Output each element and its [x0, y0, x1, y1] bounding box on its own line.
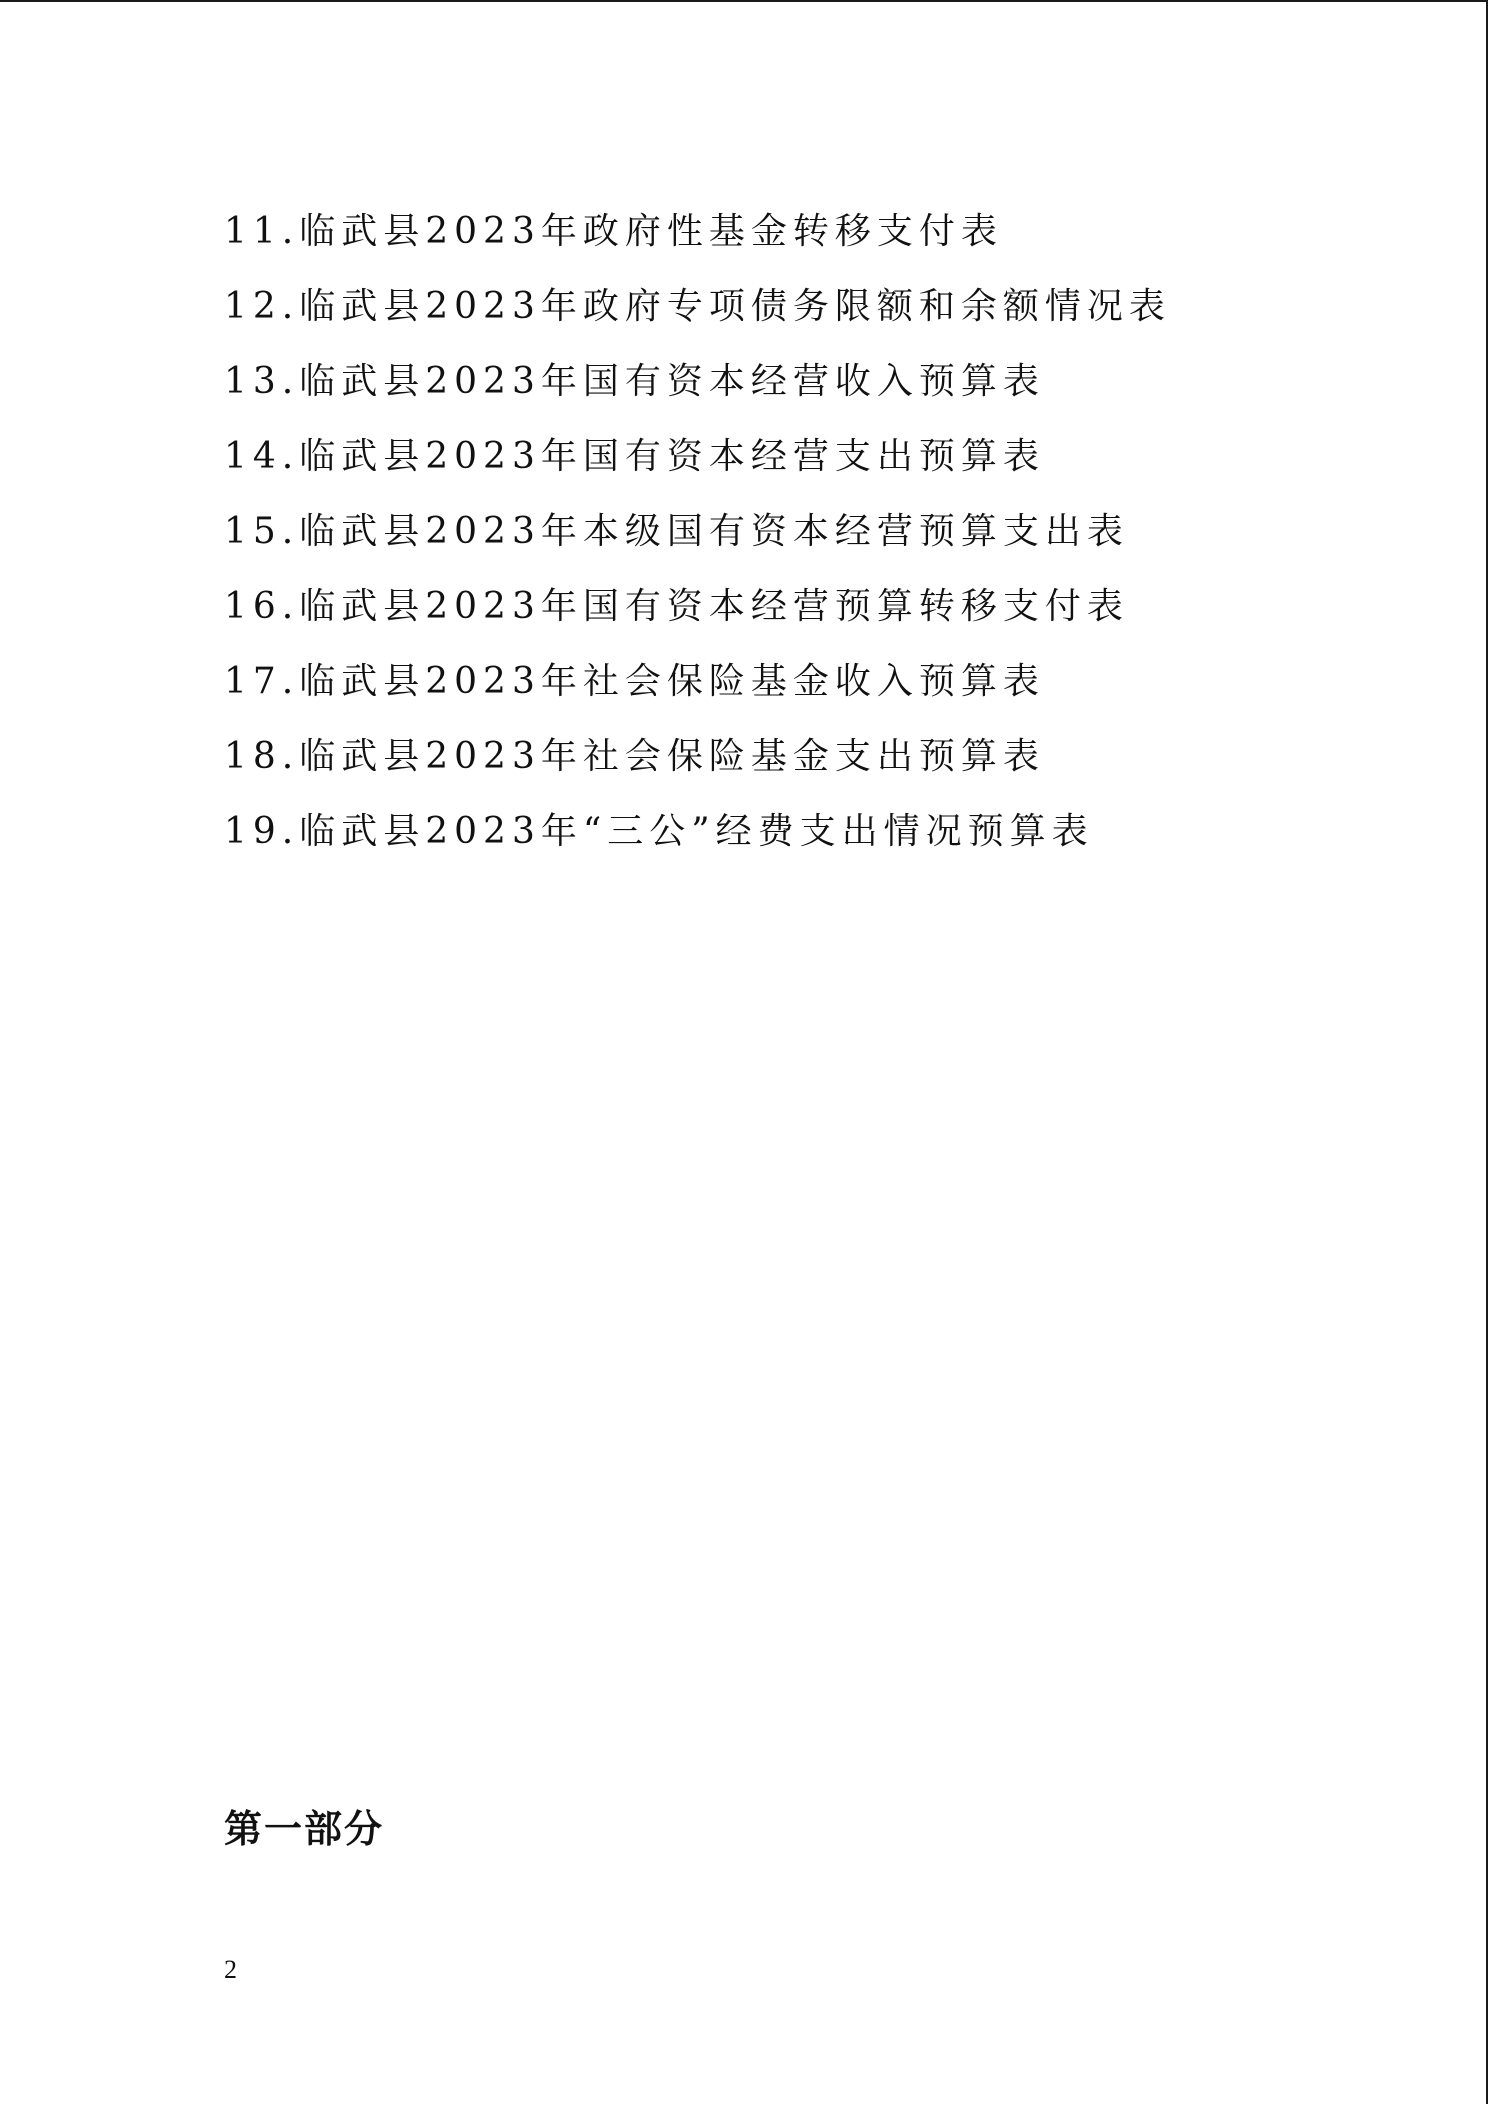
page-top-border	[0, 0, 1488, 2]
toc-item-19: 19.临武县2023年“三公”经费支出情况预算表	[224, 811, 1094, 852]
toc-item-17: 17.临武县2023年社会保险基金收入预算表	[224, 661, 1045, 702]
toc-item-16: 16.临武县2023年国有资本经营预算转移支付表	[224, 586, 1129, 627]
toc-item-18: 18.临武县2023年社会保险基金支出预算表	[224, 736, 1045, 777]
table-of-contents	[224, 194, 1171, 869]
toc-item-13: 13.临武县2023年国有资本经营收入预算表	[224, 361, 1045, 402]
toc-item-14: 14.临武县2023年国有资本经营支出预算表	[224, 436, 1045, 477]
toc-item-12: 12.临武县2023年政府专项债务限额和余额情况表	[224, 286, 1171, 327]
toc-item-11: 11.临武县2023年政府性基金转移支付表	[224, 211, 1003, 252]
section-heading: 第一部分	[224, 1807, 385, 1851]
toc-item-15: 15.临武县2023年本级国有资本经营预算支出表	[224, 511, 1129, 552]
page-number: 2	[224, 1955, 237, 1984]
